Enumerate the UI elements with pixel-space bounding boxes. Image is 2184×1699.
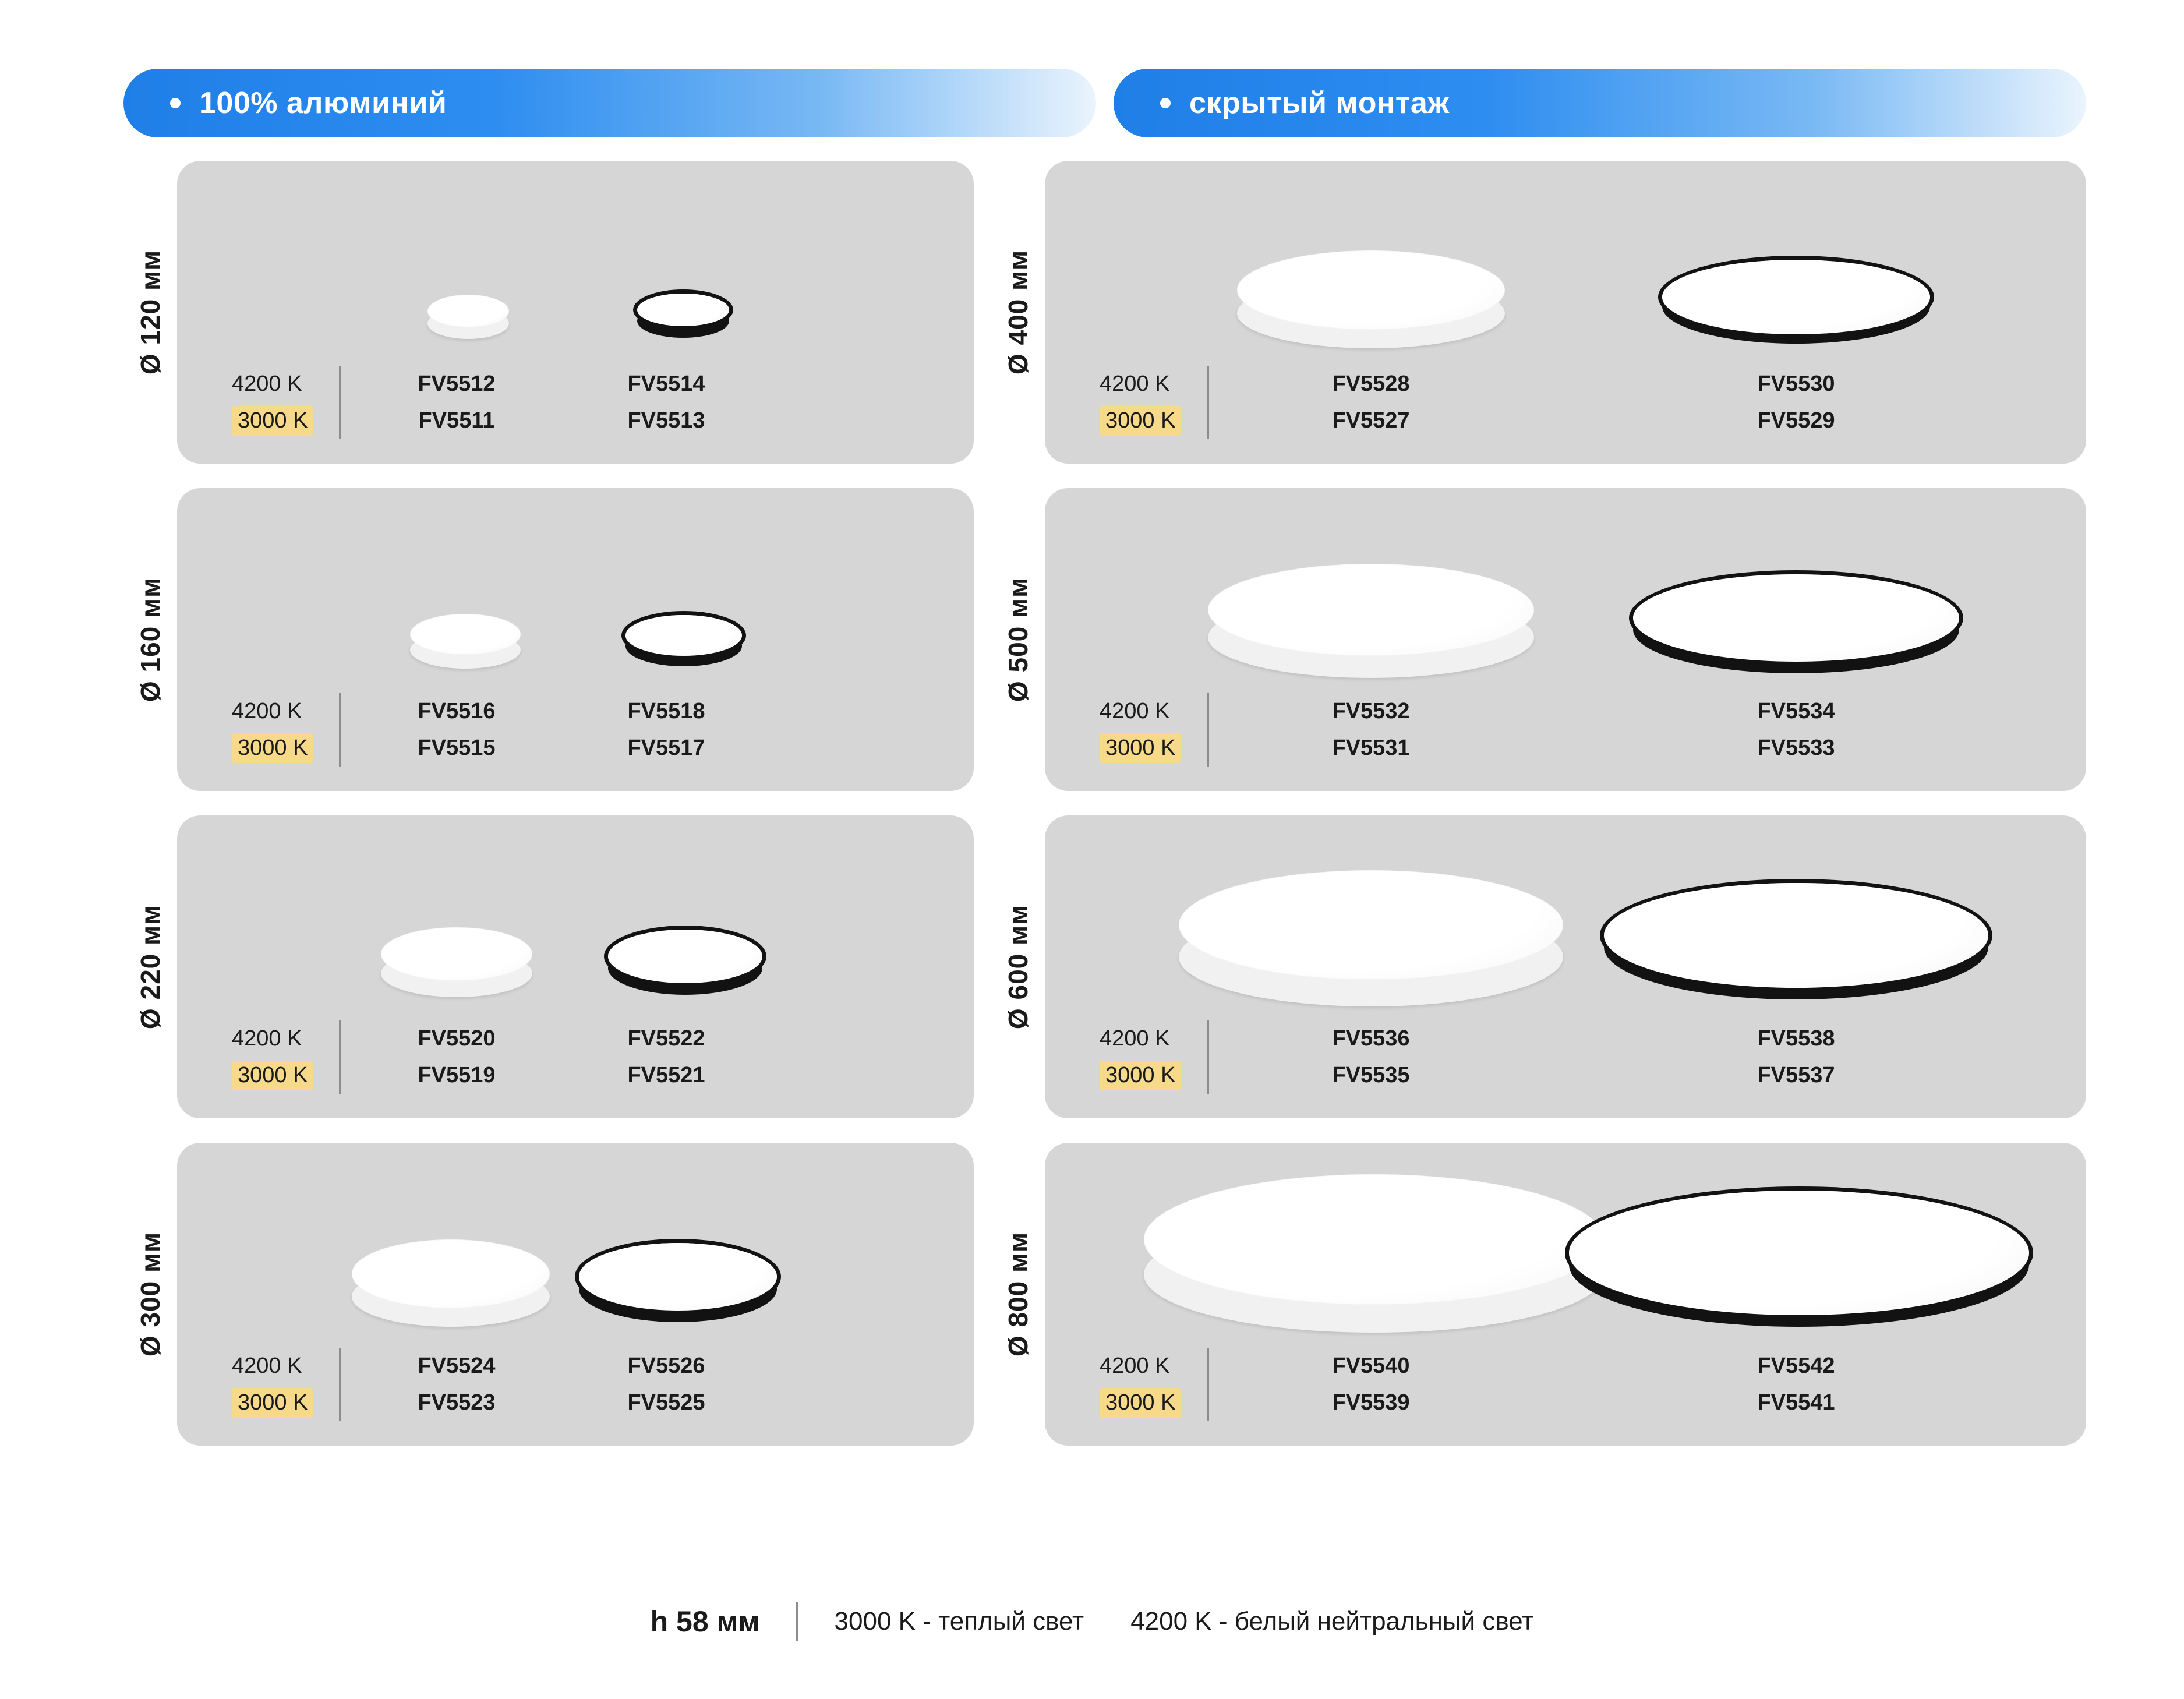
- code-white-4200: FV5536: [1332, 1026, 1410, 1051]
- diameter-label-160: [123, 488, 177, 791]
- fixture-face: [1662, 260, 1930, 334]
- bullet-icon: [1160, 98, 1171, 108]
- code-black-4200: FV5538: [1757, 1026, 1835, 1051]
- product-row: [123, 815, 2086, 1118]
- codes-black: [561, 693, 771, 767]
- temp-3000-chip: 3000 K: [232, 733, 313, 763]
- temp-4200: [228, 693, 339, 730]
- note-4200k: 4200 K - белый нейтральный свет: [1130, 1607, 1534, 1636]
- product-cell-500: [991, 488, 2086, 791]
- diameter-label-500: [991, 488, 1045, 791]
- temperature-column: [228, 1348, 341, 1421]
- product-cell-400: [991, 161, 2086, 464]
- card-labels: [177, 366, 974, 439]
- fixture-face: [1144, 1174, 1604, 1305]
- fixture-face: [427, 295, 509, 327]
- temp-4200-text: 4200 K: [232, 1354, 302, 1378]
- diameter-label-120: [123, 161, 177, 464]
- temp-3000-chip: 3000 K: [232, 1388, 313, 1418]
- product-cell-800: [991, 1143, 2086, 1446]
- code-white-4200: FV5512: [418, 372, 496, 396]
- temp-4200: [228, 1020, 339, 1057]
- temp-4200-text: 4200 K: [232, 1026, 302, 1051]
- fixture-white: [352, 1239, 550, 1333]
- card-labels: [177, 693, 974, 767]
- product-card: [1045, 1143, 2086, 1446]
- codes-black: [561, 1348, 771, 1421]
- banner-hidden-mount-label: скрытый монтаж: [1189, 86, 1450, 120]
- fixture-face: [579, 1243, 777, 1311]
- code-white-4200: FV5520: [418, 1026, 496, 1051]
- diameter-text: Ø 600 мм: [1003, 904, 1033, 1030]
- code-black-3000: FV5533: [1757, 736, 1835, 760]
- codes-black: [1691, 693, 1901, 767]
- code-white-3000: FV5527: [1332, 408, 1410, 433]
- product-card: [177, 161, 974, 464]
- code-black-4200: FV5530: [1757, 372, 1835, 396]
- diameter-text: Ø 800 мм: [1003, 1231, 1033, 1357]
- fixture-white: [381, 927, 532, 1003]
- temp-3000: [1096, 730, 1207, 767]
- code-black-4200: FV5526: [627, 1354, 705, 1378]
- fixture-face: [608, 930, 762, 983]
- temp-3000: [228, 730, 339, 767]
- codes-white: [352, 366, 561, 439]
- product-cell-160: [123, 488, 974, 791]
- fixture-stage: [1045, 488, 2086, 686]
- diameter-text: Ø 120 мм: [135, 249, 165, 375]
- code-black-3000: FV5529: [1757, 408, 1835, 433]
- diameter-text: Ø 500 мм: [1003, 577, 1033, 702]
- card-labels: [177, 1348, 974, 1421]
- fixture-black: [1633, 554, 1959, 683]
- fixture-black: [579, 1232, 777, 1333]
- fixture-face: [1569, 1191, 2029, 1315]
- temp-3000: [228, 402, 339, 439]
- fixture-face: [352, 1239, 550, 1308]
- diameter-text: Ø 400 мм: [1003, 249, 1033, 375]
- product-grid: [123, 161, 2086, 1470]
- temp-3000-chip: 3000 K: [1100, 1388, 1181, 1418]
- code-black-3000: FV5525: [627, 1390, 705, 1415]
- codes-white: [1266, 693, 1476, 767]
- code-white-3000: FV5515: [418, 736, 496, 760]
- code-white-4200: FV5540: [1332, 1354, 1410, 1378]
- codes-white: [352, 1348, 561, 1421]
- temp-4200-text: 4200 K: [1100, 699, 1170, 723]
- footer-divider: [796, 1602, 798, 1641]
- temperature-column: [1096, 1348, 1209, 1421]
- temp-4200-text: 4200 K: [1100, 1026, 1170, 1051]
- fixture-stage: [177, 815, 974, 1013]
- diameter-label-600: [991, 815, 1045, 1118]
- fixture-face: [1208, 564, 1534, 656]
- temp-3000: [228, 1057, 339, 1094]
- banner-aluminium: [123, 69, 1096, 137]
- product-row: [123, 161, 2086, 464]
- product-row: [123, 1143, 2086, 1446]
- fixture-white: [410, 614, 521, 672]
- note-3000k: 3000 K - теплый свет: [834, 1607, 1084, 1636]
- diameter-label-300: [123, 1143, 177, 1446]
- temperature-column: [228, 366, 341, 439]
- product-card: [1045, 161, 2086, 464]
- bullet-icon: [170, 98, 181, 108]
- temp-3000: [1096, 1384, 1207, 1421]
- product-cell-600: [991, 815, 2086, 1118]
- fixture-stage: [177, 161, 974, 359]
- code-white-3000: FV5539: [1332, 1390, 1410, 1415]
- temp-4200-text: 4200 K: [1100, 372, 1170, 396]
- codes-white: [1266, 366, 1476, 439]
- fixture-stage: [177, 1143, 974, 1341]
- temp-4200: [1096, 1020, 1207, 1057]
- temp-3000-chip: 3000 K: [1100, 406, 1181, 436]
- fixture-face: [1604, 883, 1988, 988]
- fixture-stage: [1045, 815, 2086, 1013]
- code-black-3000: FV5537: [1757, 1063, 1835, 1087]
- banner-aluminium-label: 100% алюминий: [199, 86, 447, 120]
- temp-4200-text: 4200 K: [232, 699, 302, 723]
- product-cell-120: [123, 161, 974, 464]
- fixture-black: [637, 290, 729, 341]
- fixture-black: [625, 609, 742, 672]
- temperature-column: [228, 1020, 341, 1094]
- diameter-label-220: [123, 815, 177, 1118]
- code-black-4200: FV5514: [627, 372, 705, 396]
- code-black-4200: FV5542: [1757, 1354, 1835, 1378]
- diameter-label-800: [991, 1143, 1045, 1446]
- fixture-white: [1208, 560, 1534, 683]
- fixture-face: [1179, 870, 1563, 980]
- feature-banners: [123, 69, 2086, 137]
- temperature-column: [1096, 1020, 1209, 1094]
- temp-4200-text: 4200 K: [1100, 1354, 1170, 1378]
- code-white-3000: FV5511: [418, 408, 495, 433]
- codes-white: [1266, 1348, 1476, 1421]
- fixture-face: [637, 294, 729, 326]
- codes-white: [352, 1020, 561, 1094]
- temp-3000-chip: 3000 K: [232, 406, 313, 436]
- fixture-stage: [1045, 1143, 2086, 1341]
- card-labels: [1045, 1020, 2086, 1094]
- temp-4200: [228, 1348, 339, 1384]
- code-white-3000: FV5519: [418, 1063, 496, 1087]
- product-card: [177, 488, 974, 791]
- footer-legend: [0, 1602, 2184, 1641]
- product-card: [1045, 815, 2086, 1118]
- temp-4200: [1096, 693, 1207, 730]
- diameter-label-400: [991, 161, 1045, 464]
- card-labels: [1045, 366, 2086, 439]
- code-black-4200: FV5518: [627, 699, 705, 723]
- code-white-4200: FV5532: [1332, 699, 1410, 723]
- codes-white: [352, 693, 561, 767]
- temp-4200: [228, 366, 339, 402]
- product-cell-300: [123, 1143, 974, 1446]
- temp-4200: [1096, 1348, 1207, 1384]
- product-cell-220: [123, 815, 974, 1118]
- code-black-4200: FV5522: [627, 1026, 705, 1051]
- temp-4200-text: 4200 K: [232, 372, 302, 396]
- temperature-column: [1096, 366, 1209, 439]
- fixture-black: [1662, 242, 1930, 353]
- code-black-3000: FV5521: [627, 1063, 705, 1087]
- fixture-black: [608, 921, 762, 1003]
- temp-3000-chip: 3000 K: [232, 1061, 313, 1090]
- fixture-stage: [177, 488, 974, 686]
- product-row: [123, 488, 2086, 791]
- codes-black: [1691, 1348, 1901, 1421]
- fixture-white: [1237, 248, 1505, 353]
- fixture-face: [625, 615, 742, 656]
- code-black-4200: FV5534: [1757, 699, 1835, 723]
- temp-3000-chip: 3000 K: [1100, 1061, 1181, 1090]
- fixture-face: [381, 927, 532, 981]
- code-black-3000: FV5513: [627, 408, 705, 433]
- fixture-white: [1179, 867, 1563, 1012]
- product-card: [177, 1143, 974, 1446]
- fixture-white: [1144, 1172, 1604, 1341]
- code-white-3000: FV5535: [1332, 1063, 1410, 1087]
- code-black-3000: FV5517: [627, 736, 705, 760]
- temperature-column: [228, 693, 341, 767]
- fixture-black: [1569, 1166, 2029, 1341]
- codes-white: [1266, 1020, 1476, 1094]
- code-white-4200: FV5528: [1332, 372, 1410, 396]
- code-white-3000: FV5531: [1332, 736, 1410, 760]
- card-labels: [177, 1020, 974, 1094]
- code-white-3000: FV5523: [418, 1390, 496, 1415]
- product-card: [1045, 488, 2086, 791]
- codes-black: [1691, 1020, 1901, 1094]
- temp-4200: [1096, 366, 1207, 402]
- code-white-4200: FV5524: [418, 1354, 496, 1378]
- temp-3000-chip: 3000 K: [1100, 733, 1181, 763]
- codes-black: [561, 1020, 771, 1094]
- fixture-height: h 58 мм: [650, 1605, 760, 1638]
- fixture-face: [1633, 574, 1959, 662]
- temp-3000: [1096, 1057, 1207, 1094]
- diameter-text: Ø 160 мм: [135, 577, 165, 702]
- codes-black: [1691, 366, 1901, 439]
- code-white-4200: FV5516: [418, 699, 496, 723]
- fixture-black: [1604, 860, 1988, 1012]
- fixture-stage: [1045, 161, 2086, 359]
- code-black-3000: FV5541: [1757, 1390, 1835, 1415]
- temp-3000: [1096, 402, 1207, 439]
- fixture-face: [1237, 250, 1505, 330]
- banner-hidden-mount: [1114, 69, 2086, 137]
- fixture-face: [410, 614, 521, 655]
- temp-3000: [228, 1384, 339, 1421]
- diameter-text: Ø 220 мм: [135, 904, 165, 1030]
- product-card: [177, 815, 974, 1118]
- temperature-column: [1096, 693, 1209, 767]
- card-labels: [1045, 1348, 2086, 1421]
- diameter-text: Ø 300 мм: [135, 1231, 165, 1357]
- codes-black: [561, 366, 771, 439]
- fixture-white: [427, 295, 509, 341]
- card-labels: [1045, 693, 2086, 767]
